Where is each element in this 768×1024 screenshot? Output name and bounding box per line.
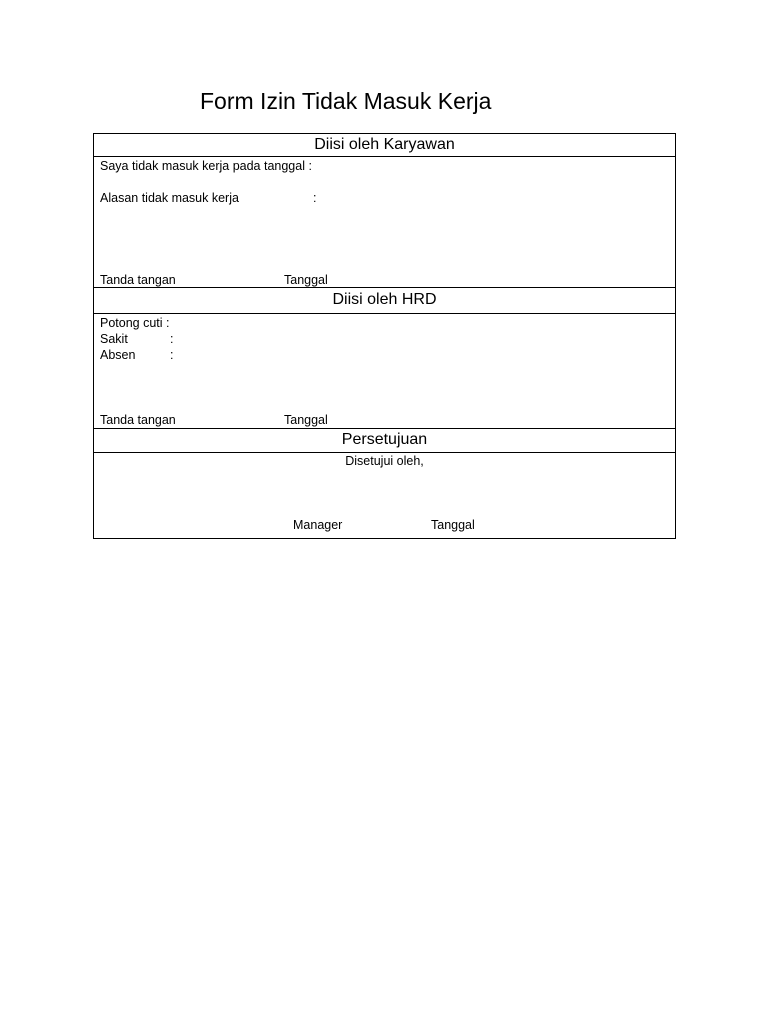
hrd-section [94, 314, 675, 429]
absence-date-label: Saya tidak masuk kerja pada tanggal : [100, 159, 312, 173]
approved-by-label: Disetujui oleh, [345, 454, 424, 468]
employee-signature-label: Tanda tangan [100, 273, 176, 287]
employee-section [94, 157, 675, 288]
employee-section-header: Diisi oleh Karyawan [94, 134, 675, 157]
manager-label: Manager [293, 518, 343, 532]
approval-section-header: Persetujuan [94, 429, 675, 453]
sick-colon: : [170, 332, 174, 346]
hrd-date-label: Tanggal [284, 413, 328, 427]
employee-date-label: Tanggal [284, 273, 328, 287]
leave-form [93, 133, 676, 539]
absent-label: Absen [100, 348, 136, 362]
hrd-signature-label: Tanda tangan [100, 413, 176, 427]
absent-colon: : [170, 348, 174, 362]
approval-section [94, 453, 675, 538]
absence-reason-colon: : [313, 191, 317, 205]
hrd-section-header: Diisi oleh HRD [94, 288, 675, 314]
approval-date-label: Tanggal [431, 518, 475, 532]
sick-label: Sakit [100, 332, 128, 346]
leave-deduction-label: Potong cuti : [100, 316, 170, 330]
absence-reason-label: Alasan tidak masuk kerja [100, 191, 239, 205]
page-title: Form Izin Tidak Masuk Kerja [200, 88, 492, 114]
